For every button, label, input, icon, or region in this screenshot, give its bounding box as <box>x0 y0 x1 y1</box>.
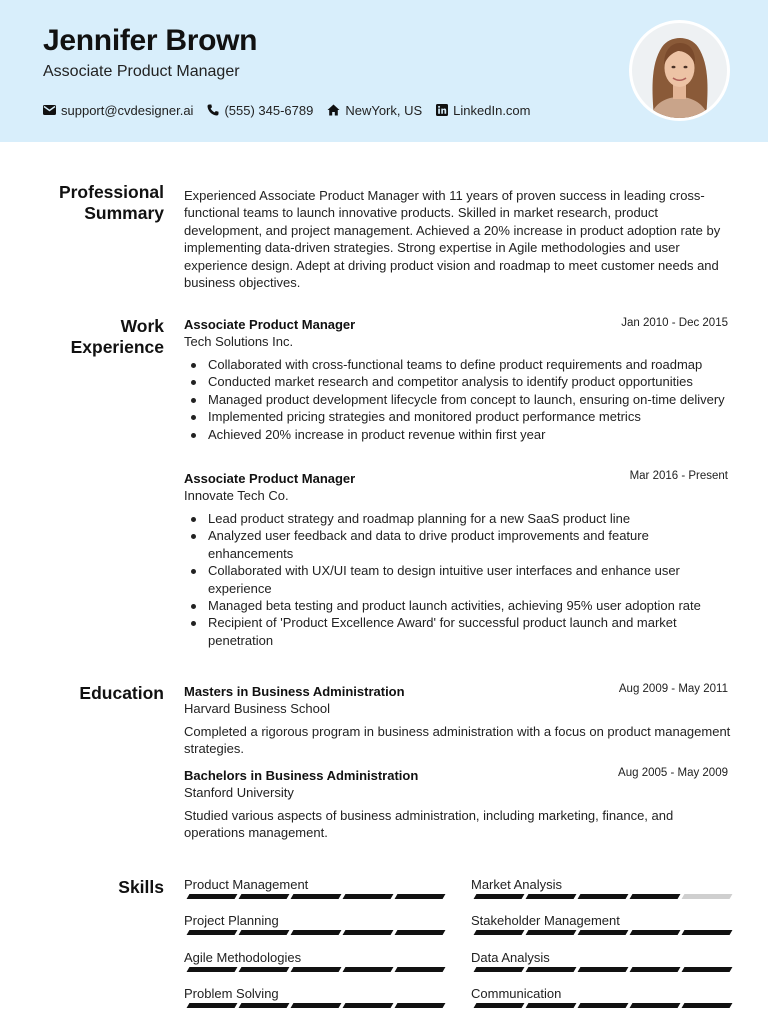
list-item: Implemented pricing strategies and monitored product performance metrics <box>208 408 728 425</box>
skill-item <box>471 877 729 892</box>
skill-item <box>471 913 729 928</box>
list-item: Managed beta testing and product launch activities, achieving 95% user adoption rate <box>208 597 728 614</box>
education-heading: Education <box>79 683 164 703</box>
skill-item <box>184 913 442 928</box>
skill-level-segment <box>291 930 342 935</box>
list-item: Managed product development lifecycle from concept to launch, ensuring on-time delivery <box>208 391 728 408</box>
skill-level-segment <box>578 894 629 899</box>
school-name: Harvard Business School <box>184 701 330 716</box>
job-dates: Jan 2010 - Dec 2015 <box>621 317 728 329</box>
contact-location <box>327 103 422 118</box>
skill-level-bar <box>184 967 442 972</box>
contact-bar <box>43 101 545 119</box>
candidate-name: Jennifer Brown <box>43 24 258 57</box>
education-description: Completed a rigorous program in business administration with a focus on product management strategies. <box>184 724 731 757</box>
skill-name: Stakeholder Management <box>471 913 620 928</box>
list-item: Achieved 20% increase in product revenue within first year <box>208 426 728 443</box>
skill-name: Communication <box>471 986 562 1001</box>
contact-email[interactable] <box>43 103 193 118</box>
list-item: Collaborated with UX/UI team to design intuitive user interfaces and enhance user experience <box>208 562 728 597</box>
skill-level-segment <box>343 894 394 899</box>
job-company: Tech Solutions Inc. <box>184 334 294 349</box>
school-name: Stanford University <box>184 785 294 800</box>
list-item: Analyzed user feedback and data to drive product improvements and feature enhancements <box>208 527 728 562</box>
skill-level-segment <box>239 1003 290 1008</box>
skill-item <box>184 986 442 1001</box>
skill-name: Product Management <box>184 877 309 892</box>
skill-level-segment <box>630 930 681 935</box>
skill-level-segment <box>474 1003 525 1008</box>
education-dates: Aug 2005 - May 2009 <box>618 767 728 779</box>
job-dates: Mar 2016 - Present <box>629 470 728 482</box>
skill-level-segment <box>578 930 629 935</box>
degree-title: Bachelors in Business Administration <box>184 768 419 783</box>
list-item: Recipient of 'Product Excellence Award' for successful product launch and market penetration <box>208 614 728 649</box>
skill-name: Agile Methodologies <box>184 950 302 965</box>
summary-text: Experienced Associate Product Manager with 11 years of proven success in leading cross-functional teams to launch innovative products. Skilled in market research, product development, and project management. Achieved a 20% increase in product adoption rate by implementing data-driven strategies. Strong expertise in Agile methodologies and user experience design. Adept at driving product vision and roadmap to meet customer needs and business objectives. <box>184 188 721 291</box>
linkedin-icon <box>436 104 448 116</box>
skill-level-bar <box>471 894 729 899</box>
experience-heading: Work Experience <box>70 316 164 357</box>
degree-title: Masters in Business Administration <box>184 684 405 699</box>
contact-linkedin-text: LinkedIn.com <box>453 102 531 118</box>
contact-linkedin[interactable] <box>436 103 530 118</box>
skill-level-segment <box>474 930 525 935</box>
skill-item <box>184 950 442 965</box>
education-dates: Aug 2009 - May 2011 <box>618 683 728 695</box>
skill-level-segment <box>291 967 342 972</box>
skill-level-segment <box>630 1003 681 1008</box>
skill-level-segment <box>187 967 238 972</box>
contact-email-text: support@cvdesigner.ai <box>61 102 194 118</box>
job-title: Associate Product Manager <box>184 471 356 486</box>
candidate-title: Associate Product Manager <box>43 63 240 80</box>
resume-header <box>0 0 768 142</box>
skill-level-segment <box>239 967 290 972</box>
contact-phone[interactable] <box>207 103 313 118</box>
job-bullets <box>208 356 728 443</box>
skill-level-segment <box>291 1003 342 1008</box>
skill-level-segment <box>630 967 681 972</box>
skill-level-segment <box>343 1003 394 1008</box>
skill-level-segment <box>395 1003 446 1008</box>
skill-level-segment <box>395 930 446 935</box>
skill-level-bar <box>184 894 442 899</box>
contact-phone-text: (555) 345-6789 <box>224 102 314 118</box>
skill-level-segment <box>526 894 577 899</box>
job-bullets <box>208 510 728 649</box>
skill-level-segment <box>187 930 238 935</box>
skill-name: Market Analysis <box>471 877 563 892</box>
skill-level-segment <box>682 894 733 899</box>
skill-level-segment <box>291 894 342 899</box>
envelope-icon <box>43 105 56 115</box>
skill-level-bar <box>184 1003 442 1008</box>
skill-level-segment <box>578 967 629 972</box>
avatar <box>629 20 730 121</box>
list-item: Conducted market research and competitor analysis to identify product opportunities <box>208 373 728 390</box>
skill-level-segment <box>682 967 733 972</box>
skill-level-segment <box>474 894 525 899</box>
skill-item <box>471 950 729 965</box>
profile-photo-icon <box>632 23 727 118</box>
list-item: Collaborated with cross-functional teams to define product requirements and roadmap <box>208 356 728 373</box>
contact-location-text: NewYork, US <box>345 102 423 118</box>
skill-level-segment <box>343 930 394 935</box>
skill-level-segment <box>395 894 446 899</box>
skill-name: Project Planning <box>184 913 279 928</box>
skills-heading: Skills <box>118 877 164 897</box>
skill-level-segment <box>526 1003 577 1008</box>
skill-level-segment <box>578 1003 629 1008</box>
list-item: Lead product strategy and roadmap planning for a new SaaS product line <box>208 510 728 527</box>
skill-level-segment <box>526 967 577 972</box>
skill-item <box>471 986 729 1001</box>
home-icon <box>327 104 340 116</box>
skill-level-bar <box>471 967 729 972</box>
skill-level-segment <box>187 1003 238 1008</box>
skill-level-segment <box>682 1003 733 1008</box>
phone-icon <box>207 104 219 116</box>
skill-level-segment <box>630 894 681 899</box>
skill-level-segment <box>395 967 446 972</box>
skill-level-segment <box>682 930 733 935</box>
skill-level-segment <box>343 967 394 972</box>
skill-level-segment <box>239 894 290 899</box>
skill-level-segment <box>474 967 525 972</box>
skill-level-bar <box>471 1003 729 1008</box>
skill-level-segment <box>187 894 238 899</box>
skill-item <box>184 877 442 892</box>
skill-level-segment <box>239 930 290 935</box>
skill-level-segment <box>526 930 577 935</box>
education-description: Studied various aspects of business administration, including marketing, finance, and operations management. <box>184 808 674 841</box>
summary-heading: Professional Summary <box>58 182 164 223</box>
job-company: Innovate Tech Co. <box>184 488 289 503</box>
job-title: Associate Product Manager <box>184 317 356 332</box>
skill-name: Data Analysis <box>471 950 550 965</box>
skill-name: Problem Solving <box>184 986 279 1001</box>
skill-level-bar <box>184 930 442 935</box>
skill-level-bar <box>471 930 729 935</box>
